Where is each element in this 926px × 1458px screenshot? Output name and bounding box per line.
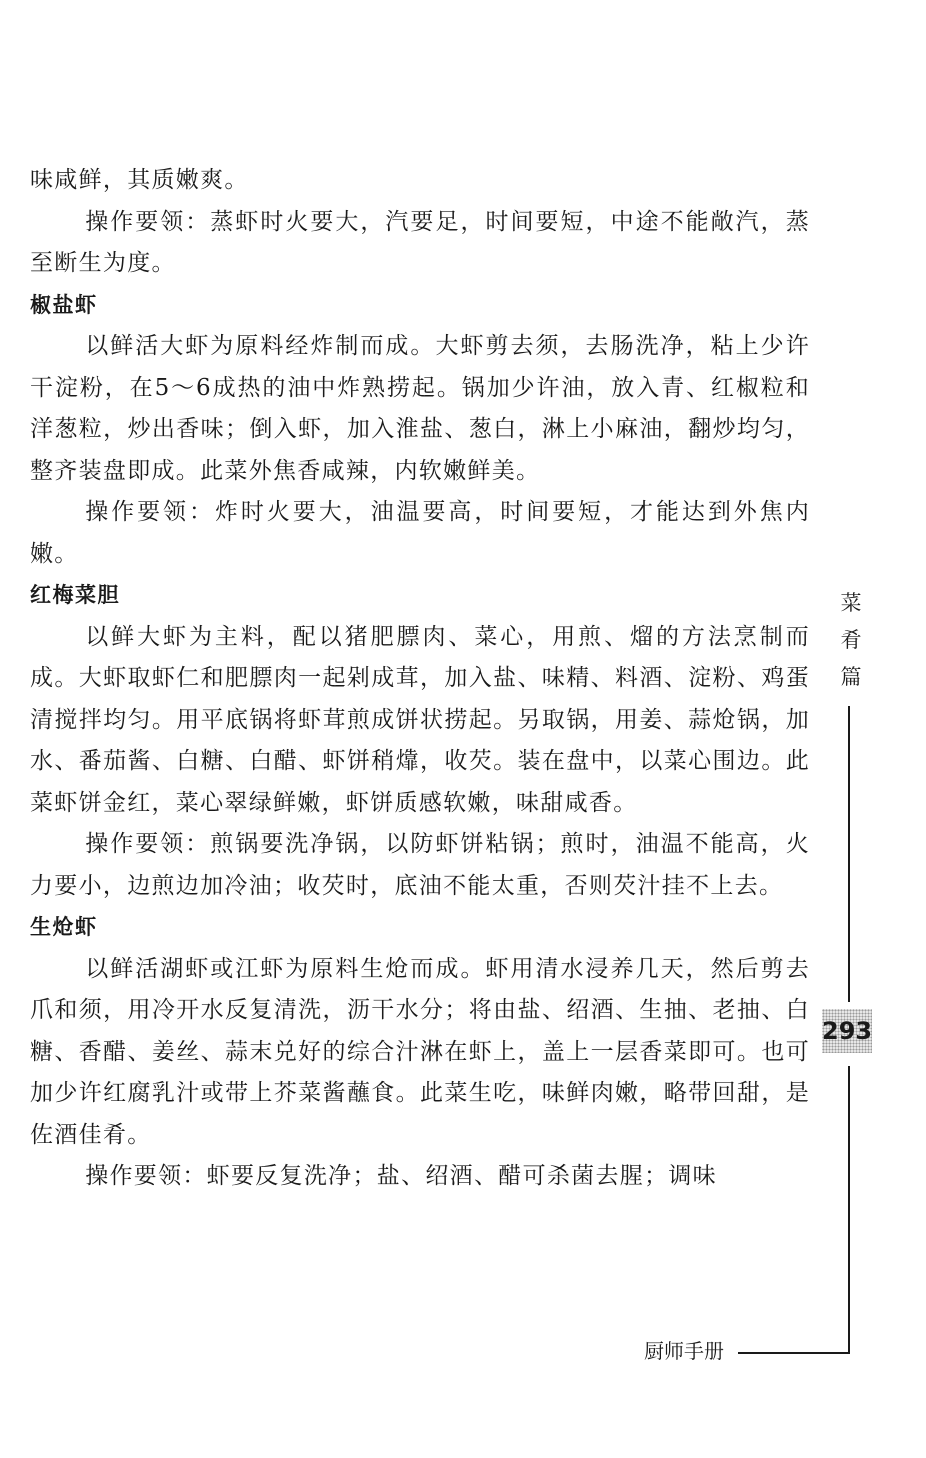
paragraph-continued: 味咸鲜，其质嫩爽。: [30, 167, 249, 193]
page-body: [30, 160, 810, 1198]
section-label: [836, 585, 866, 696]
paragraph-tips-raw-drunken-shrimp: 操作要领：虾要反复洗净；盐、绍酒、醋可杀菌去腥；调味: [85, 1163, 717, 1189]
recipe-heading-salt-pepper-shrimp: 椒盐虾: [30, 292, 98, 317]
section-label-char: 菜: [840, 591, 862, 615]
recipe-heading-red-plum-vegetable: 红梅菜胆: [30, 583, 120, 607]
paragraph-red-plum-vegetable: 以鲜大虾为主料，配以猪肥膘肉、菜心，用煎、熘的方法烹制而成。大虾取虾仁和肥膘肉一起剁成茸，加入盐、味精、料酒、淀粉、鸡蛋清搅拌均匀。用平底锅将虾茸煎成饼状捞起。另取锅，用姜、蒜炝锅，加水、番茄酱、白糖、白醋、虾饼稍㸆，收芡。装在盘中，以菜心围边。此菜虾饼金红，菜心翠绿鲜嫩，虾饼质感软嫩，味甜咸香。: [30, 623, 810, 816]
paragraph-raw-drunken-shrimp: 以鲜活湖虾或江虾为原料生炝而成。虾用清水浸养几天，然后剪去爪和须，用冷开水反复清洗，沥干水分；将由盐、绍酒、生抽、老抽、白糖、香醋、姜丝、蒜末兑好的综合汁淋在虾上，盖上一层香菜即可。也可加少许红腐乳汁或带上芥菜酱蘸食。此菜生吃，味鲜肉嫩，略带回甜，是佐酒佳肴。: [30, 955, 810, 1148]
section-label-char: 肴: [840, 628, 862, 652]
margin-rule-bottom: [848, 1066, 850, 1354]
footer-book-title: 厨师手册: [644, 1336, 728, 1366]
recipe-heading-raw-drunken-shrimp: 生炝虾: [30, 915, 98, 939]
paragraph-tips-salt-pepper-shrimp: 操作要领：炸时火要大，油温要高，时间要短，才能达到外焦内嫩。: [30, 499, 810, 567]
paragraph-tips-steamed-shrimp: 操作要领：蒸虾时火要大，汽要足，时间要短，中途不能敞汽，蒸至断生为度。: [30, 208, 810, 276]
section-label-char: 篇: [840, 665, 862, 689]
paragraph-tips-red-plum-vegetable: 操作要领：煎锅要洗净锅，以防虾饼粘锅；煎时，油温不能高，火力要小，边煎边加冷油；收芡时，底油不能太重，否则芡汁挂不上去。: [30, 831, 810, 899]
margin-rule-top: [848, 706, 850, 1002]
paragraph-salt-pepper-shrimp: 以鲜活大虾为原料经炸制而成。大虾剪去须，去肠洗净，粘上少许干淀粉，在5～6成热的油中炸熟捞起。锅加少许油，放入青、红椒粒和洋葱粒，炒出香味；倒入虾，加入淮盐、葱白，淋上小麻油，翻炒均匀，整齐装盘即成。此菜外焦香咸辣，内软嫩鲜美。: [30, 333, 810, 484]
page-number: 293: [822, 1009, 872, 1053]
footer-rule: [738, 1352, 850, 1354]
